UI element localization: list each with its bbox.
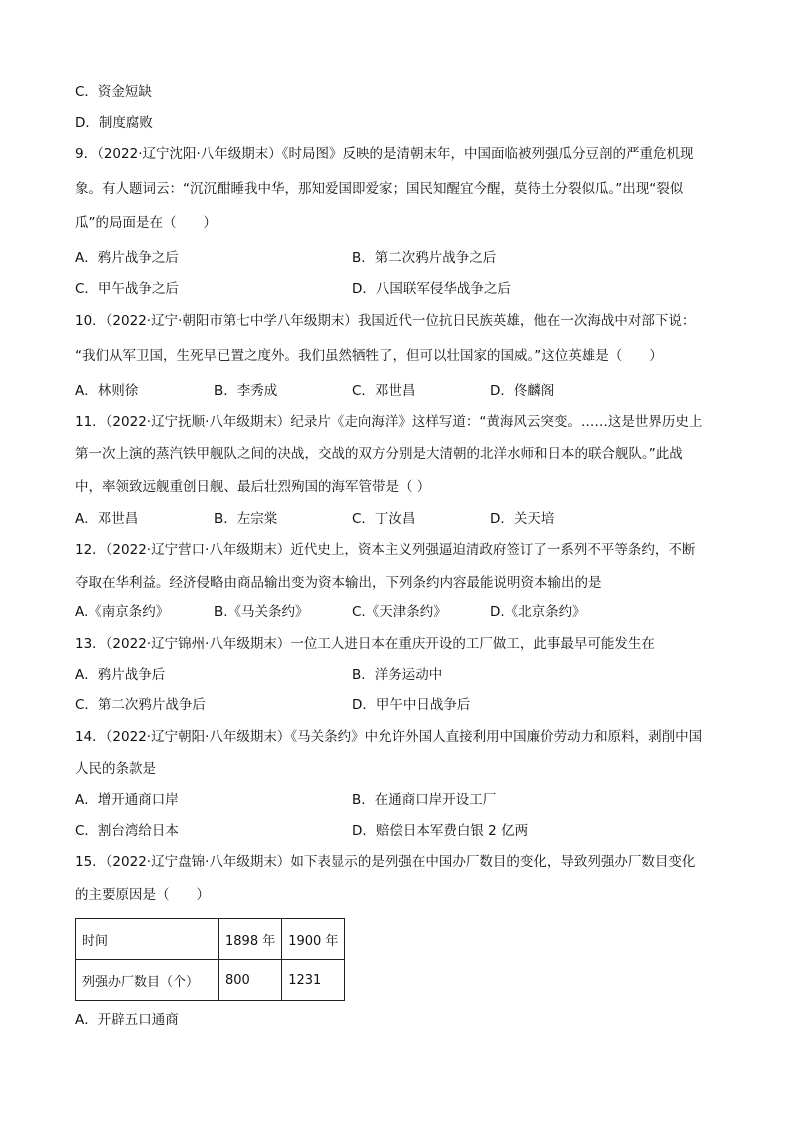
table-cell: 1231 (282, 960, 345, 1001)
q14-stem-line1: 14．（2022·辽宁朝阳·八年级期末）《马关条约》中允许外国人直接利用中国廉价劳动力和原料，剥削中国 (75, 729, 703, 745)
q12-option-d: D.《北京条约》 (490, 604, 586, 620)
table-header-cell: 1898 年 (219, 919, 282, 960)
q8-option-d: D．制度腐败 (75, 115, 153, 131)
q13-option-d: D．甲午中日战争后 (352, 697, 471, 713)
q11-stem-line2: 第一次上演的蒸汽铁甲舰队之间的决战，交战的双方分别是大清朝的北洋水师和日本的联合舰队。”此战 (75, 446, 683, 462)
q13-option-a: A．鸦片战争后 (75, 667, 166, 683)
q9-option-c: C．甲午战争之后 (75, 281, 179, 297)
q10-stem-line1: 10．（2022·辽宁·朝阳市第七中学八年级期末）我国近代一位抗日民族英雄，他在一次海战中对部下说： (75, 313, 696, 329)
table-row (76, 960, 345, 1001)
q12-option-b: B.《马关条约》 (214, 604, 309, 620)
q11-option-a: A．邓世昌 (75, 511, 139, 527)
q11-option-c: C．丁汝昌 (352, 511, 416, 527)
q14-option-d: D．赔偿日本军费白银 2 亿两 (352, 823, 529, 839)
q13-option-b: B．洋务运动中 (352, 667, 443, 683)
q10-option-d: D．佟麟阁 (490, 383, 555, 399)
q11-option-b: B．左宗棠 (214, 511, 278, 527)
q8-option-c: C．资金短缺 (75, 84, 152, 100)
q9-option-d: D．八国联军侵华战争之后 (352, 281, 511, 297)
q14-option-a: A．增开通商口岸 (75, 792, 179, 808)
q11-option-d: D．关天培 (490, 511, 555, 527)
q12-option-a: A.《南京条约》 (75, 604, 170, 620)
table-header-cell: 时间 (76, 919, 219, 960)
q12-stem-line1: 12．（2022·辽宁营口·八年级期末）近代史上，资本主义列强逼迫清政府签订了一系列不平等条约，不断 (75, 542, 696, 558)
q14-option-b: B．在通商口岸开设工厂 (352, 792, 497, 808)
q14-option-c: C．割台湾给日本 (75, 823, 179, 839)
q15-stem-line2: 的主要原因是（ ） (75, 887, 210, 903)
q14-stem-line2: 人民的条款是 (75, 761, 156, 777)
q15-option-a: A．开辟五口通商 (75, 1012, 179, 1028)
q10-option-c: C．邓世昌 (352, 383, 416, 399)
q9-stem-line1: 9．（2022·辽宁沈阳·八年级期末）《时局图》反映的是清朝末年，中国面临被列强瓜分豆剖的严重危机现 (75, 146, 694, 162)
q9-option-b: B．第二次鸦片战争之后 (352, 250, 497, 266)
table-row (76, 919, 345, 960)
q15-stem-line1: 15．（2022·辽宁盘锦·八年级期末）如下表显示的是列强在中国办厂数目的变化，导致列强办厂数目变化 (75, 854, 696, 870)
q10-stem-line2: “我们从军卫国，生死早已置之度外。我们虽然牺牲了，但可以壮国家的国威。”这位英雄是（ ） (75, 348, 663, 364)
q12-option-c: C.《天津条约》 (352, 604, 447, 620)
q10-option-a: A．林则徐 (75, 383, 139, 399)
table-cell: 列强办厂数目（个） (76, 960, 219, 1001)
q12-stem-line2: 夺取在华利益。经济侵略由商品输出变为资本输出，下列条约内容最能说明资本输出的是 (75, 575, 602, 591)
q11-stem-line3: 中，率领致远舰重创日舰、最后壮烈殉国的海军管带是（ ） (75, 479, 431, 495)
factory-count-table (75, 918, 345, 1001)
q9-option-a: A．鸦片战争之后 (75, 250, 179, 266)
q9-stem-line2: 象。有人题词云：“沉沉酣睡我中华，那知爱国即爱家；国民知醒宜今醒，莫待土分裂似瓜。”出现“裂似 (75, 181, 684, 197)
q11-stem-line1: 11．（2022·辽宁抚顺·八年级期末）纪录片《走向海洋》这样写道：“黄海风云突变。……这是世界历史上 (75, 414, 703, 430)
table-cell: 800 (219, 960, 282, 1001)
q13-option-c: C．第二次鸦片战争后 (75, 697, 206, 713)
q10-option-b: B．李秀成 (214, 383, 278, 399)
q13-stem-line1: 13．（2022·辽宁锦州·八年级期末）一位工人进日本在重庆开设的工厂做工，此事最早可能发生在 (75, 636, 655, 652)
table-header-cell: 1900 年 (282, 919, 345, 960)
q9-stem-line3: 瓜”的局面是在（ ） (75, 215, 217, 231)
